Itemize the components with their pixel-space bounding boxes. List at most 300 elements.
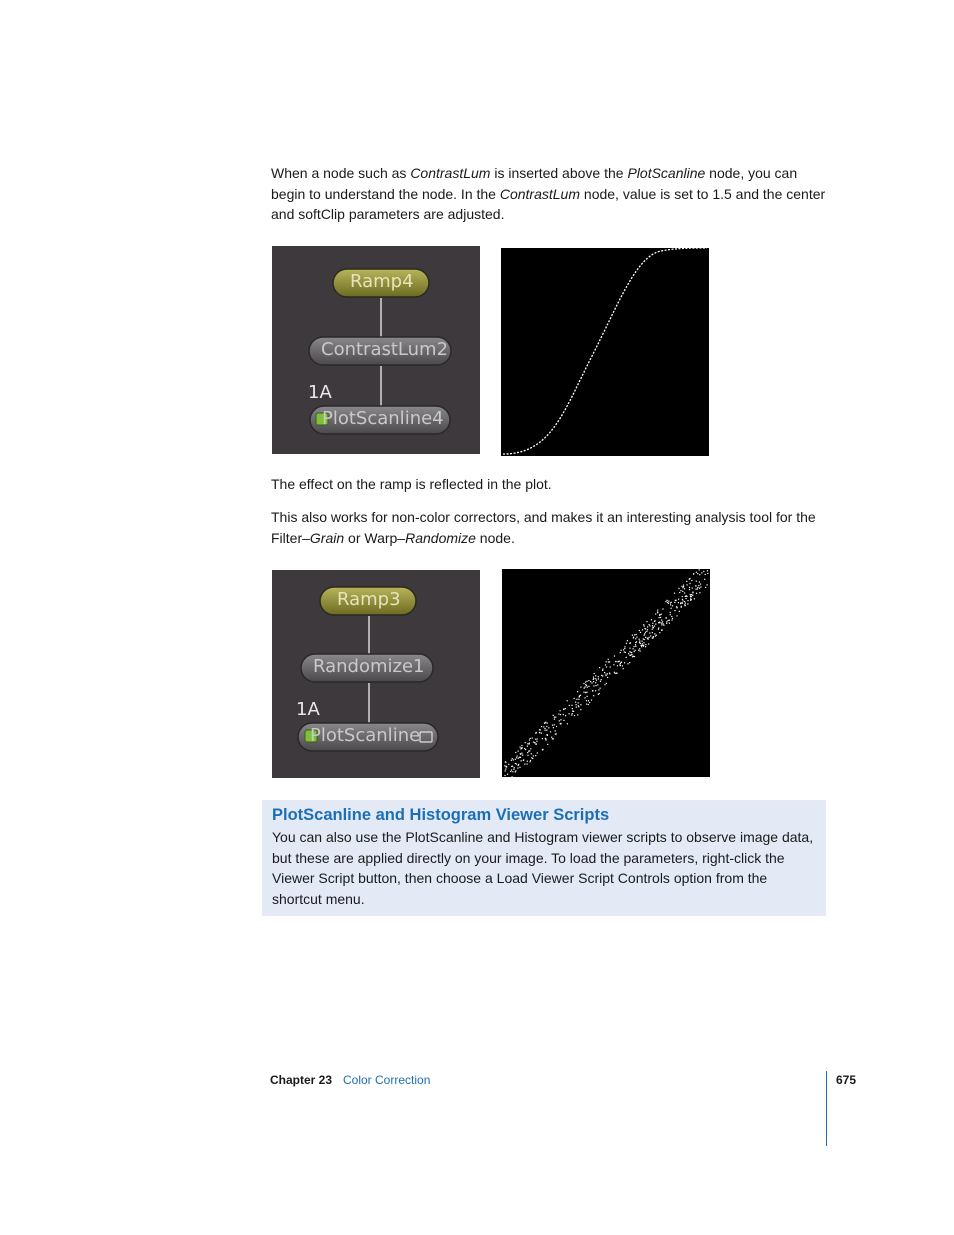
scatter-point — [705, 587, 706, 588]
scatter-point — [591, 682, 592, 683]
scatter-point — [547, 723, 548, 724]
scatter-point — [553, 727, 554, 728]
scatter-point — [527, 763, 528, 764]
scatter-point — [560, 723, 561, 724]
scatter-point — [692, 592, 693, 593]
scatter-point — [552, 725, 553, 726]
scatter-point — [565, 708, 566, 709]
scatter-point — [689, 579, 690, 580]
scatter-point — [578, 699, 579, 700]
scatter-point — [676, 600, 677, 601]
node-plotscanline4[interactable]: PlotScanline4 — [322, 408, 444, 429]
scatter-point — [593, 677, 594, 678]
scatter-point — [588, 680, 589, 681]
scatter-point — [651, 619, 652, 620]
scatter-point — [620, 665, 621, 666]
scatter-point — [645, 632, 646, 633]
scatter-point — [629, 648, 630, 649]
scatter-point — [553, 715, 554, 716]
scatter-point — [542, 749, 543, 750]
scatter-point — [630, 642, 631, 643]
scatter-point — [689, 587, 690, 588]
scatter-point — [691, 580, 692, 581]
scatter-point — [530, 760, 531, 761]
scatter-point — [545, 738, 546, 739]
scatter-point — [686, 581, 687, 582]
scatter-point — [700, 584, 701, 585]
scatter-point — [515, 770, 516, 771]
scatter-point — [605, 674, 606, 675]
scatter-point — [601, 679, 602, 680]
scatter-point — [558, 714, 559, 715]
scatter-point — [516, 764, 517, 765]
scatter-point — [533, 742, 534, 743]
scatter-point — [707, 573, 708, 574]
scatter-point — [571, 705, 572, 706]
scatter-point — [595, 690, 596, 691]
scatter-point — [560, 710, 561, 711]
scatter-point — [518, 764, 519, 765]
scatter-point — [703, 571, 704, 572]
scatter-point — [614, 672, 615, 673]
scatter-point — [604, 672, 605, 673]
scatter-point — [512, 771, 513, 772]
scatter-point — [661, 624, 662, 625]
scatter-point — [660, 617, 661, 618]
scatter-point — [699, 588, 700, 589]
scatter-point — [644, 635, 645, 636]
scatter-point — [598, 676, 599, 677]
scatter-point — [521, 760, 522, 761]
scatter-point — [586, 681, 587, 682]
scatter-point — [687, 584, 688, 585]
scatter-point — [671, 620, 672, 621]
scatter-point — [578, 702, 579, 703]
scatter-point — [609, 673, 610, 674]
scatter-point — [604, 684, 605, 685]
scatter-point — [696, 581, 697, 582]
scatter-point — [606, 683, 607, 684]
scatter-point — [635, 644, 636, 645]
scatter-point — [536, 743, 537, 744]
scatter-point — [624, 646, 625, 647]
scatter-point — [606, 661, 607, 662]
scatter-point — [591, 700, 592, 701]
scatter-point — [516, 757, 517, 758]
scatter-point — [655, 620, 656, 621]
scatter-point — [636, 637, 637, 638]
scatter-point — [667, 600, 668, 601]
scatter-point — [567, 700, 568, 701]
scatter-point — [652, 625, 653, 626]
text-run: node, value is set to 1.5 and the center and softClip parameters are adjusted. — [271, 185, 826, 222]
scatter-point — [625, 652, 626, 653]
scatter-point — [553, 738, 554, 739]
scatter-point — [707, 570, 708, 571]
intro-paragraph — [271, 163, 831, 225]
scatter-point — [544, 728, 545, 729]
scatter-point — [646, 631, 647, 632]
scatter-point — [515, 763, 516, 764]
scatter-point — [635, 646, 636, 647]
scatter-point — [683, 585, 684, 586]
scatter-point — [686, 598, 687, 599]
scatter-point — [699, 581, 700, 582]
scatter-point — [545, 739, 546, 740]
scatter-point — [680, 590, 681, 591]
scatter-point — [643, 642, 644, 643]
node-plotscanline[interactable]: PlotScanline — [310, 725, 421, 746]
scatter-point — [633, 637, 634, 638]
scatter-point — [555, 717, 556, 718]
scatter-point — [505, 762, 506, 763]
scatter-point — [535, 739, 536, 740]
scatter-point — [636, 634, 637, 635]
scatter-point — [655, 636, 656, 637]
scatter-point — [679, 592, 680, 593]
scatter-point — [691, 594, 692, 595]
scatter-point — [678, 588, 679, 589]
scatter-point — [698, 585, 699, 586]
scatter-point — [658, 628, 659, 629]
scatter-point — [699, 592, 700, 593]
scatter-point — [528, 751, 529, 752]
node-name-emphasis: ContrastLum — [410, 165, 491, 181]
scatter-point — [587, 696, 588, 697]
scatter-point — [659, 615, 660, 616]
scatter-point — [659, 632, 660, 633]
scatter-point — [517, 768, 518, 769]
node-name-emphasis: PlotScanline — [627, 165, 706, 181]
scatter-point — [670, 602, 671, 603]
scatter-point — [678, 599, 679, 600]
scatter-point — [663, 625, 664, 626]
scatter-point — [672, 605, 673, 606]
scatter-point — [524, 764, 525, 765]
scatter-point — [661, 630, 662, 631]
text-run: When a node such as — [271, 165, 411, 181]
scatter-point — [512, 776, 513, 777]
scatter-point — [517, 756, 518, 757]
scatter-point — [695, 589, 696, 590]
scatter-point — [671, 616, 672, 617]
scatter-point — [606, 666, 607, 667]
scatter-point — [598, 694, 599, 695]
scatter-point — [639, 648, 640, 649]
scatter-point — [642, 643, 643, 644]
scatter-point — [545, 722, 546, 723]
scatter-point — [676, 606, 677, 607]
scatter-point — [650, 635, 651, 636]
footer-section-link[interactable]: Color Correction — [343, 1073, 431, 1087]
scatter-point — [640, 651, 641, 652]
scatter-point — [610, 666, 611, 667]
scatter-point — [575, 702, 576, 703]
scatter-point — [701, 572, 702, 573]
scatter-point — [628, 653, 629, 654]
scatter-point — [652, 629, 653, 630]
scatter-point — [576, 707, 577, 708]
scatter-point — [572, 713, 573, 714]
scatter-point — [669, 623, 670, 624]
scatter-point — [556, 733, 557, 734]
scatter-point — [508, 764, 509, 765]
node-graph-randomize — [272, 570, 480, 778]
scatter-point — [613, 664, 614, 665]
scatter-point — [674, 610, 675, 611]
scatter-point — [574, 698, 575, 699]
scatter-point — [661, 614, 662, 615]
scatter-point — [663, 623, 664, 624]
scatter-point — [554, 717, 555, 718]
scatter-point — [608, 661, 609, 662]
scatter-point — [666, 621, 667, 622]
scatter-point — [527, 761, 528, 762]
scatter-point — [514, 767, 515, 768]
plotscanline-output-noise — [502, 569, 710, 777]
node-ramp3[interactable]: Ramp3 — [337, 589, 401, 610]
scatter-point — [563, 720, 564, 721]
scatter-point — [586, 704, 587, 705]
scatter-point — [521, 745, 522, 746]
scatter-point — [595, 675, 596, 676]
scatter-point — [606, 675, 607, 676]
scatter-point — [682, 599, 683, 600]
scatter-point — [534, 742, 535, 743]
scatter-point — [665, 601, 666, 602]
noisy-diagonal-plot — [502, 569, 710, 777]
text-run: node, you can begin to understand the node. In the — [271, 165, 798, 202]
input-label: 1A — [308, 382, 332, 403]
footer-divider — [826, 1071, 827, 1146]
scatter-point — [692, 588, 693, 589]
scatter-point — [588, 686, 589, 687]
scatter-point — [539, 732, 540, 733]
scatter-point — [530, 748, 531, 749]
scatter-point — [507, 774, 508, 775]
scatter-point — [645, 646, 646, 647]
scatter-point — [634, 634, 635, 635]
scatter-point — [580, 704, 581, 705]
scatter-point — [697, 573, 698, 574]
scatter-point — [627, 663, 628, 664]
scatter-point — [632, 656, 633, 657]
scatter-point — [624, 651, 625, 652]
scatter-point — [670, 614, 671, 615]
scatter-point — [523, 760, 524, 761]
scatter-point — [583, 692, 584, 693]
scatter-point — [682, 596, 683, 597]
scatter-point — [616, 661, 617, 662]
node-name-emphasis: ContrastLum — [499, 185, 581, 202]
scatter-point — [616, 673, 617, 674]
text-run: node. — [475, 529, 515, 546]
scatter-point — [512, 758, 513, 759]
scatter-point — [595, 685, 596, 686]
scatter-point — [569, 713, 570, 714]
scatter-point — [658, 629, 659, 630]
scatter-point — [617, 661, 618, 662]
scatter-point — [588, 700, 589, 701]
scatter-point — [550, 731, 551, 732]
node-name-emphasis: Randomize — [405, 529, 476, 546]
scatter-point — [676, 615, 677, 616]
scatter-point — [642, 645, 643, 646]
scatter-point — [704, 579, 705, 580]
scatter-point — [638, 650, 639, 651]
scatter-point — [620, 652, 621, 653]
scatter-point — [695, 585, 696, 586]
scatter-point — [537, 752, 538, 753]
scatter-point — [687, 603, 688, 604]
scatter-point — [679, 611, 680, 612]
scatter-point — [530, 738, 531, 739]
scatter-point — [521, 753, 522, 754]
scatter-point — [576, 699, 577, 700]
scatter-point — [647, 629, 648, 630]
scatter-point — [626, 657, 627, 658]
scatter-point — [585, 686, 586, 687]
node-graph-contrastlum — [272, 246, 480, 454]
scatter-point — [535, 755, 536, 756]
scatter-point — [547, 744, 548, 745]
scatter-point — [685, 596, 686, 597]
scatter-point — [694, 598, 695, 599]
scatter-point — [586, 700, 587, 701]
scatter-point — [666, 617, 667, 618]
scatter-point — [685, 603, 686, 604]
scatter-point — [643, 638, 644, 639]
scatter-point — [674, 593, 675, 594]
scatter-point — [580, 687, 581, 688]
scatter-point — [633, 648, 634, 649]
scatter-point — [593, 685, 594, 686]
scatter-point — [686, 596, 687, 597]
scatter-point — [648, 639, 649, 640]
scatter-point — [560, 714, 561, 715]
scatter-point — [528, 743, 529, 744]
scatter-point — [630, 655, 631, 656]
scatter-point — [682, 600, 683, 601]
scatter-point — [641, 641, 642, 642]
node-randomize1[interactable]: Randomize1 — [313, 656, 425, 677]
scatter-point — [537, 738, 538, 739]
scatter-point — [633, 656, 634, 657]
scatter-point — [666, 623, 667, 624]
scatter-point — [586, 692, 587, 693]
scatter-point — [527, 743, 528, 744]
node-contrastlum2[interactable]: ContrastLum2 — [321, 339, 449, 360]
scatter-point — [520, 754, 521, 755]
scatter-point — [608, 659, 609, 660]
note-heading: PlotScanline and Histogram Viewer Scripts — [272, 806, 610, 824]
scatter-point — [647, 626, 648, 627]
scatter-point — [668, 603, 669, 604]
scatter-point — [586, 685, 587, 686]
scatter-point — [680, 603, 681, 604]
analysis-paragraph — [271, 507, 831, 548]
scatter-point — [511, 766, 512, 767]
effect-paragraph: The effect on the ramp is reflected in the plot. — [271, 476, 552, 492]
scatter-point — [635, 650, 636, 651]
scatter-point — [590, 681, 591, 682]
scatter-point — [648, 643, 649, 644]
scatter-point — [527, 752, 528, 753]
scatter-point — [593, 681, 594, 682]
scatter-point — [554, 719, 555, 720]
scatter-point — [687, 600, 688, 601]
scatter-point — [624, 648, 625, 649]
scatter-point — [592, 690, 593, 691]
scatter-point — [674, 602, 675, 603]
scatter-point — [639, 640, 640, 641]
scatter-point — [579, 696, 580, 697]
text-run: or Warp– — [344, 529, 406, 546]
scatter-point — [634, 651, 635, 652]
scatter-point — [563, 714, 564, 715]
scatter-point — [607, 673, 608, 674]
scatter-point — [640, 643, 641, 644]
scatter-point — [513, 769, 514, 770]
text-run: is inserted above the — [490, 165, 628, 181]
scatter-point — [689, 583, 690, 584]
scatter-point — [595, 678, 596, 679]
scatter-point — [513, 759, 514, 760]
scatter-point — [522, 755, 523, 756]
scatter-point — [683, 586, 684, 587]
scatter-point — [588, 704, 589, 705]
scatter-point — [533, 755, 534, 756]
scatter-point — [563, 709, 564, 710]
scatter-point — [700, 587, 701, 588]
viewer-scripts-note — [262, 800, 826, 916]
scatter-point — [672, 618, 673, 619]
scatter-point — [600, 688, 601, 689]
scatter-point — [661, 623, 662, 624]
scatter-point — [519, 767, 520, 768]
scatter-point — [641, 646, 642, 647]
scatter-point — [678, 602, 679, 603]
scatter-point — [551, 737, 552, 738]
scatter-point — [644, 626, 645, 627]
scatter-point — [696, 572, 697, 573]
text-run: This also works for non-color correctors, and makes it an interesting analysis tool for the Filter– — [271, 509, 816, 546]
scatter-point — [525, 742, 526, 743]
scatter-point — [644, 633, 645, 634]
node-ramp4[interactable]: Ramp4 — [350, 271, 414, 292]
scatter-point — [649, 624, 650, 625]
scatter-point — [645, 628, 646, 629]
footer-chapter: Chapter 23 — [270, 1073, 333, 1087]
scatter-point — [542, 738, 543, 739]
scatter-point — [596, 680, 597, 681]
scatter-point — [629, 662, 630, 663]
scatter-point — [619, 661, 620, 662]
scatter-point — [684, 604, 685, 605]
scatter-point — [585, 692, 586, 693]
scatter-point — [689, 589, 690, 590]
scatter-point — [690, 596, 691, 597]
scatter-point — [633, 646, 634, 647]
scatter-point — [684, 592, 685, 593]
scatter-point — [584, 688, 585, 689]
scatter-point — [519, 757, 520, 758]
scatter-point — [518, 751, 519, 752]
scatter-point — [505, 769, 506, 770]
scatter-point — [504, 775, 505, 776]
scatter-point — [518, 758, 519, 759]
scatter-point — [635, 642, 636, 643]
